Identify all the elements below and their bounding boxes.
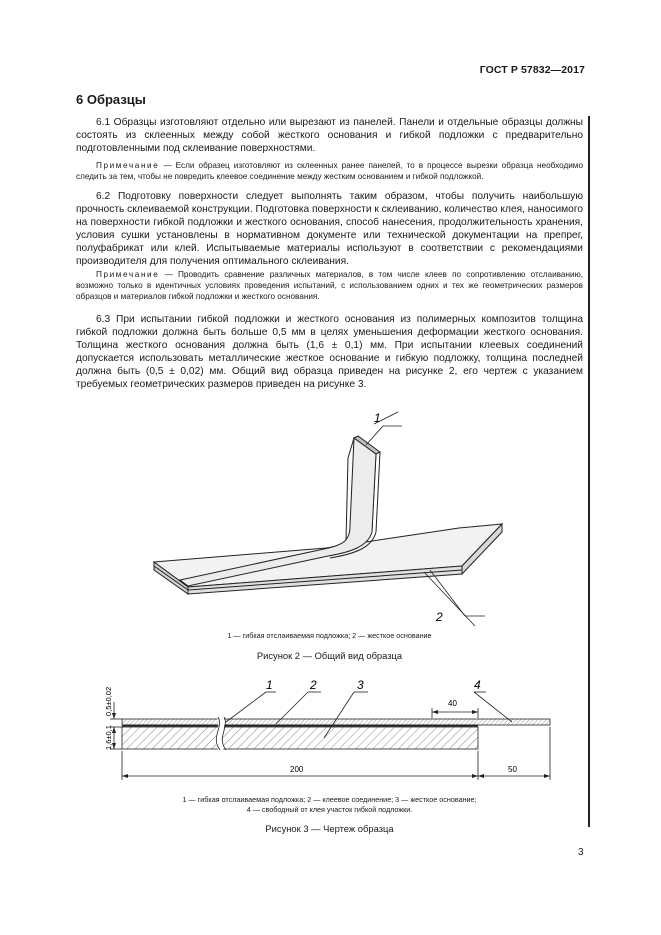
figure-3-callout-3: 3 xyxy=(357,678,364,692)
dimension-0-5: 0,5±0,02 xyxy=(104,686,113,716)
page-number: 3 xyxy=(578,847,584,858)
note-text: — Если образец изготовляют из склеенных ранее панелей, то в процессе вырезки образца необходимо следить за тем, чтобы не повредить клеевое соединение между жестким основанием и гибкой подложкой. xyxy=(76,161,583,181)
figure-3-callout-2: 2 xyxy=(310,678,317,692)
paragraph-6-1: 6.1 Образцы изготовляют отдельно или вырезают из панелей. Панели и отдельные образцы должны состоять из склеенных между собой жесткого основания и гибкой подложки с предварительно подготовленными под склеивание поверхностями. xyxy=(76,117,583,154)
figure-2-legend: 1 — гибкая отслаиваемая подложка; 2 — жесткое основание xyxy=(227,631,432,640)
section-title: 6 Образцы xyxy=(76,92,146,107)
dimension-200: 200 xyxy=(290,765,304,774)
figure-3-legend-line-1: 1 — гибкая отслаиваемая подложка; 2 — клеевое соединение; 3 — жесткое основание; xyxy=(182,795,477,804)
figure-3-drawing xyxy=(76,672,566,790)
figure-3-callout-1: 1 xyxy=(266,678,273,692)
standard-number: ГОСТ Р 57832—2017 xyxy=(479,64,585,76)
note-2 xyxy=(76,269,583,302)
dimension-1-6: 1,6±0,1 xyxy=(104,725,113,750)
paragraph-6-3: 6.3 При испытании гибкой подложки и жесткого основания из полимерных композитов толщина гибкой подложки должна быть больше 0,5 мм в целях уменьшения деформации жесткого основания. Толщина жесткого основания должна быть (1,6 ± 0,1) мм. При испытании клеевых соединений допускается использовать металлические жесткое основание и гибкую подложку, толщина последней должна быть (0,5 ± 0,02) мм. Общий вид образца приведен на рисунке 2, его чертеж с указанием требуемых геометрических размеров приведен на рисунке 3. xyxy=(76,314,583,390)
figure-3-caption: Рисунок 3 — Чертеж образца xyxy=(265,823,394,834)
note-label: Примечание xyxy=(96,161,160,170)
note-label: Примечание xyxy=(96,270,160,279)
note-1 xyxy=(76,160,583,182)
figure-2-callout-2: 2 xyxy=(436,610,443,624)
change-bar xyxy=(588,116,590,827)
paragraph-6-2: 6.2 Подготовку поверхности следует выполнять таким образом, чтобы получить наибольшую прочность склеиваемой конструкции. Подготовка поверхности к склеиванию, количество клея, наносимого на поверхности гибкой подложки и жесткого основания, способ нанесения, продолжительность хранения, условия сушки установлены в нормативном документе или технической документации на препрег, полуфабрикат или клей. Испытываемые материалы используют в соответствии с рекомендациями производителя для получения оптимального склеивания. xyxy=(76,191,583,267)
figure-2-drawing xyxy=(140,411,520,628)
note-text: — Проводить сравнение различных материалов, в том числе клеев по сопротивлению отслаиванию, возможно только в идентичных условиях проведения испытаний, с использованием одних и тех же геометрических размеров образцов и материалов гибкой подложки и жесткого основания. xyxy=(76,270,583,301)
figure-3-legend-line-2: 4 — свободный от клея участок гибкой подложки. xyxy=(246,805,413,814)
dimension-40: 40 xyxy=(448,699,457,708)
dimension-50: 50 xyxy=(508,765,517,774)
figure-2-caption: Рисунок 2 — Общий вид образца xyxy=(256,650,403,661)
figure-2-callout-1: 1 xyxy=(374,411,381,425)
figure-3-callout-4: 4 xyxy=(474,678,481,692)
